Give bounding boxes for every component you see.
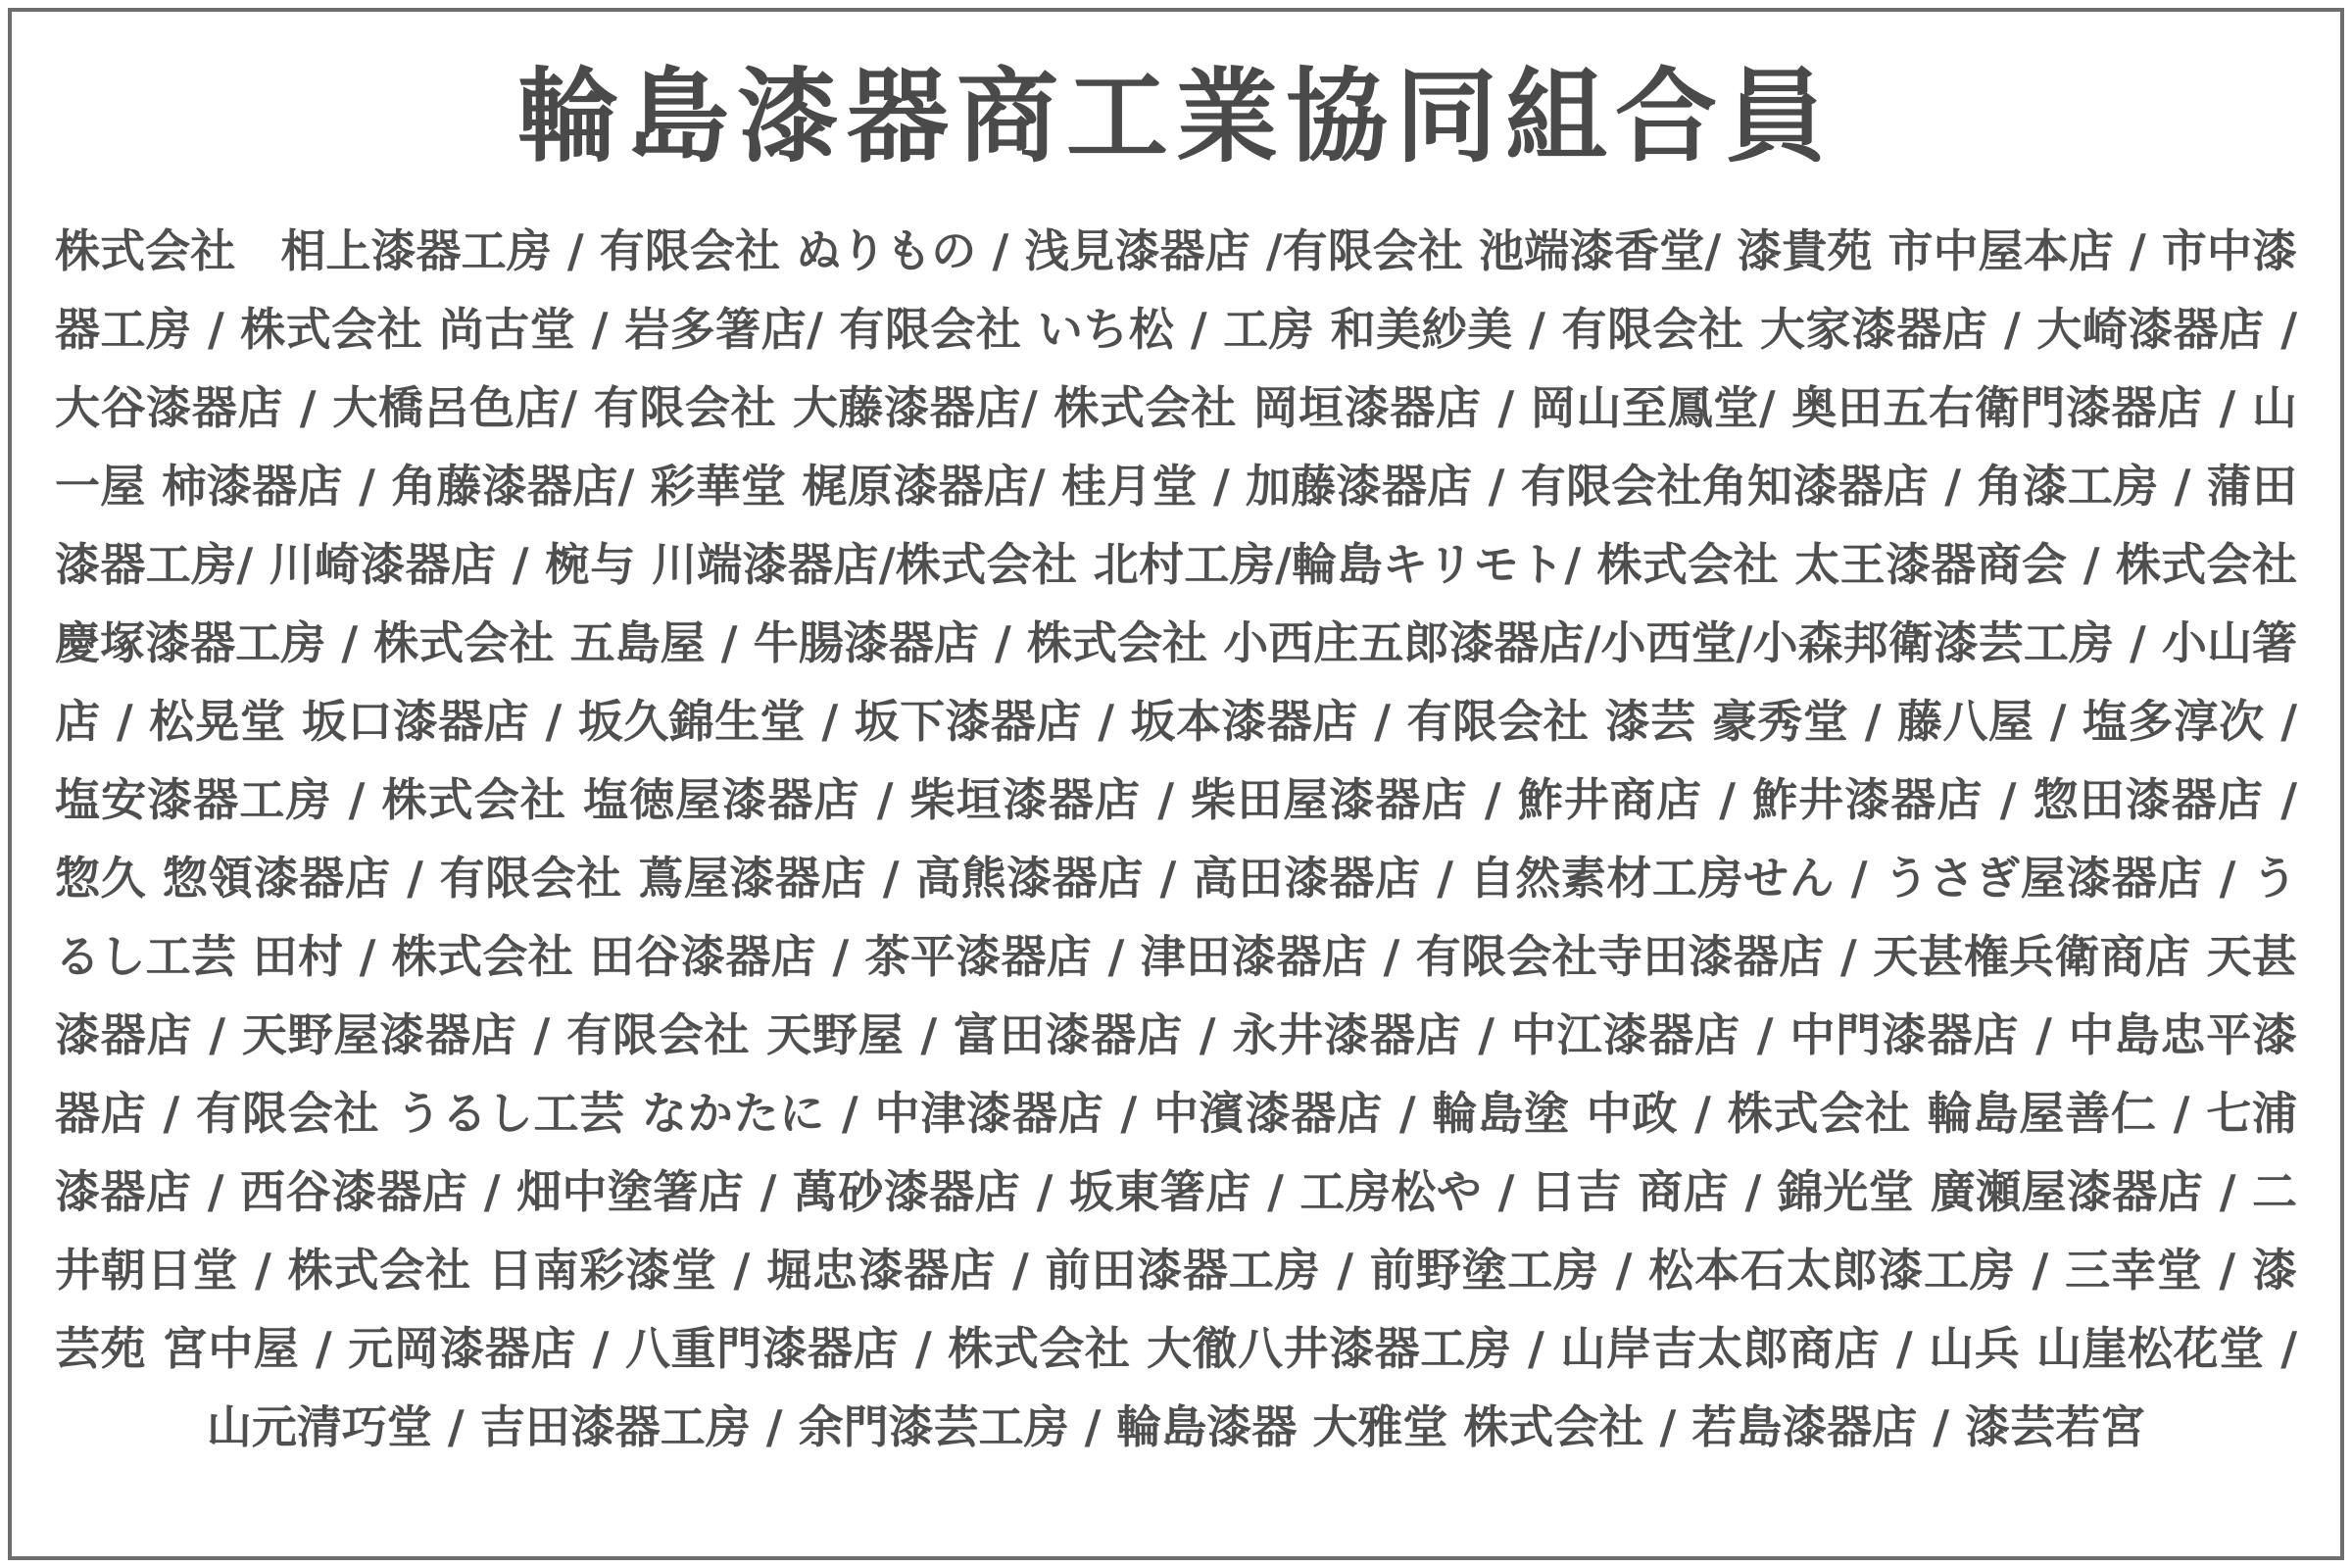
document-title: 輪島漆器商工業協同組合員 [516, 57, 1835, 176]
document-frame [8, 8, 2344, 1560]
member-list-text: 株式会社 相上漆器工房 / 有限会社 ぬりもの / 浅見漆器店 /有限会社 池端漆香堂/ 漆貴苑 市中屋本店 / 市中漆器工房 / 株式会社 尚古堂 / 岩多箸店/ 有限会社 いち松 / 工房 和美紗美 / 有限会社 大家漆器店 / 大崎漆器店 / 大谷漆器店 / 大橋呂色店/ 有限会社 大藤漆器店/ 株式会社 岡垣漆器店 / 岡山至鳳堂/ 奥田五右衛門漆器店 / 山一屋 柿漆器店 / 角藤漆器店/ 彩華堂 梶原漆器店/ 桂月堂 / 加藤漆器店 / 有限会社角知漆器店 / 角漆工房 / 蒲田漆器工房/ 川崎漆器店 / 椀与 川端漆器店/株式会社 北村工房/輪島キリモト/ 株式会社 太王漆器商会 / 株式会社 慶塚漆器工房 / 株式会社 五島屋 / 牛腸漆器店 / 株式会社 小西庄五郎漆器店/小西堂/小森邦衛漆芸工房 / 小山箸店 / 松晃堂 坂口漆器店 / 坂久錦生堂 / 坂下漆器店 / 坂本漆器店 / 有限会社 漆芸 豪秀堂 / 藤八屋 / 塩多淳次 / 塩安漆器工房 / 株式会社 塩徳屋漆器店 / 柴垣漆器店 / 柴田屋漆器店 / 鮓井商店 / 鮓井漆器店 / 惣田漆器店 / 惣久 惣領漆器店 / 有限会社 蔦屋漆器店 / 高熊漆器店 / 高田漆器店 / 自然素材工房せん / うさぎ屋漆器店 / うるし工芸 田村 / 株式会社 田谷漆器店 / 茶平漆器店 / 津田漆器店 / 有限会社寺田漆器店 / 天甚権兵衛商店 天甚漆器店 / 天野屋漆器店 / 有限会社 天野屋 / 富田漆器店 / 永井漆器店 / 中江漆器店 / 中門漆器店 / 中島忠平漆器店 / 有限会社 うるし工芸 なかたに / 中津漆器店 / 中濱漆器店 / 輪島塗 中政 / 株式会社 輪島屋善仁 / 七浦漆器店 / 西谷漆器店 / 畑中塗箸店 / 萬砂漆器店 / 坂東箸店 / 工房松や / 日吉 商店 / 錦光堂 廣瀬屋漆器店 / 二井朝日堂 / 株式会社 日南彩漆堂 / 堀忠漆器店 / 前田漆器工房 / 前野塗工房 / 松本石太郎漆工房 / 三幸堂 / 漆芸苑 宮中屋 / 元岡漆器店 / 八重門漆器店 / 株式会社 大徹八井漆器工房 / 山岸吉太郎商店 / 山兵 山崖松花堂 / 山元清巧堂 / 吉田漆器工房 / 余門漆芸工房 / 輪島漆器 大雅堂 株式会社 / 若島漆器店 / 漆芸若宮 [55, 224, 2297, 1453]
